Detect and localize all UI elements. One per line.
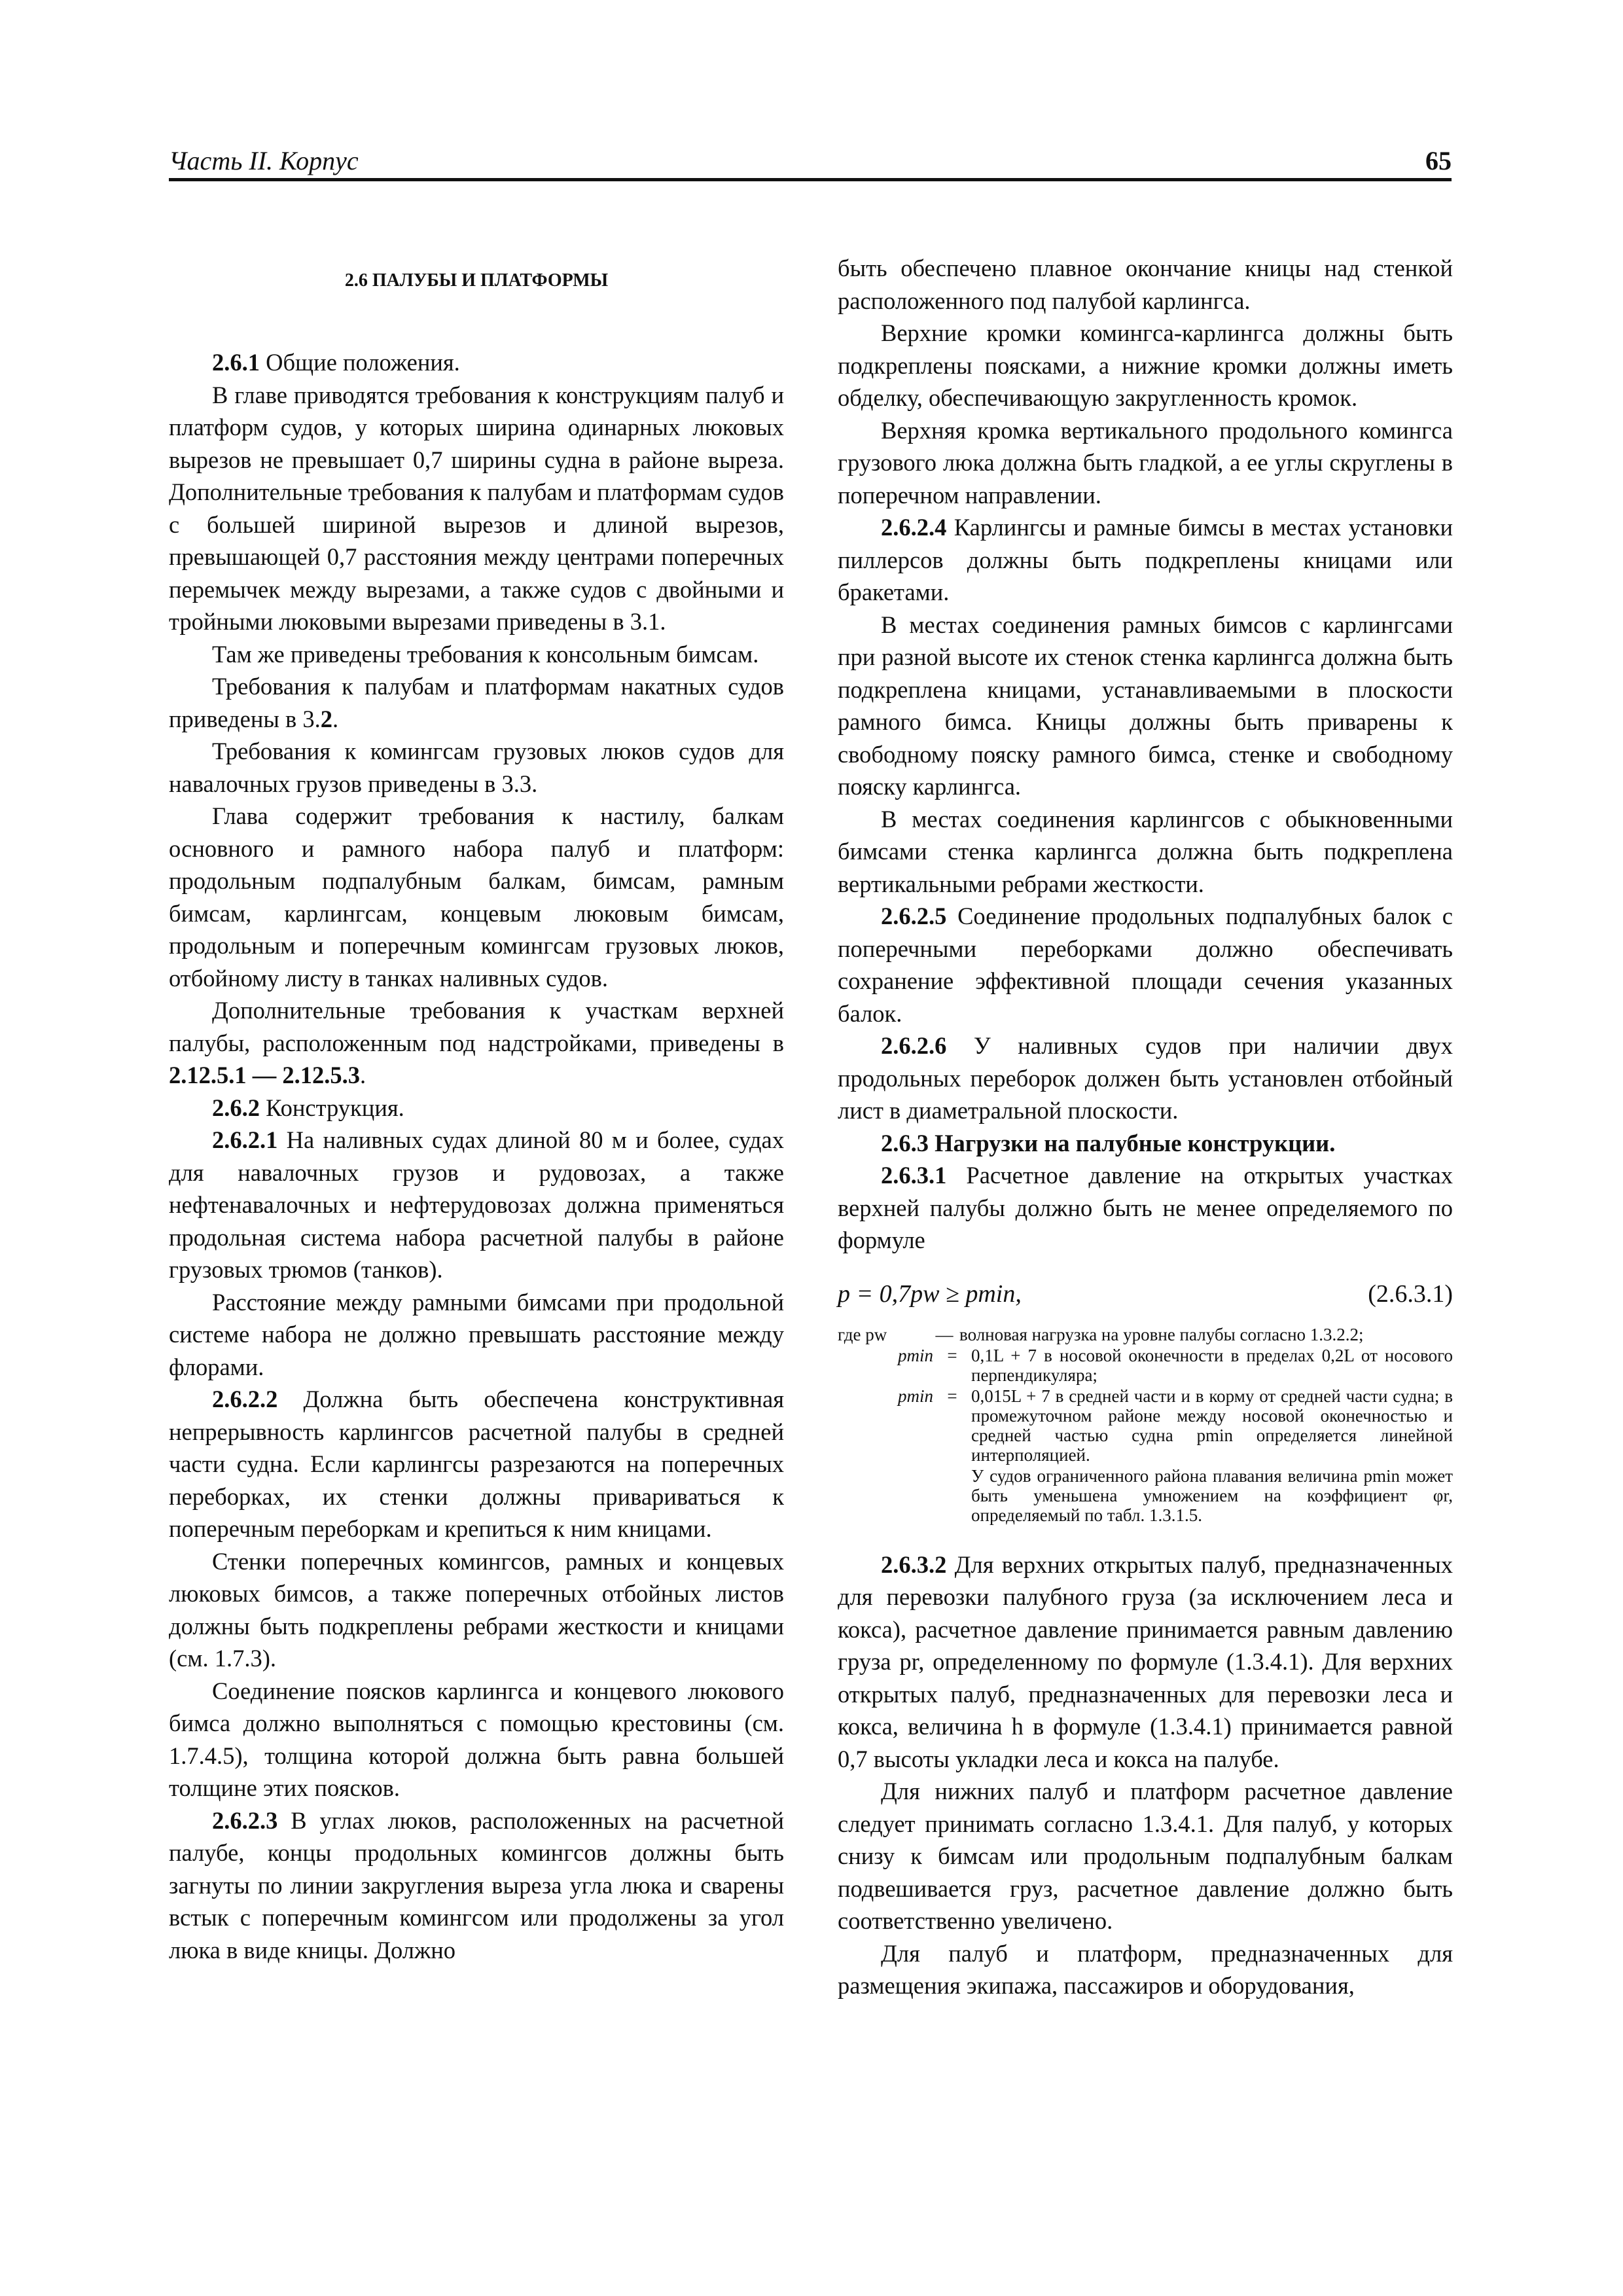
text-run: В углах люков, расположенных на расчетной палубе, концы продольных комингсов должны быть загнуты по линии закругления выреза угла люка и сварены встык с поперечным комингсом или продолжены за угол люка в виде кницы. Должно [169, 1806, 784, 1964]
formula-number: (2.6.3.1) [1368, 1280, 1453, 1308]
clause-number: 2.6.1 [212, 349, 260, 376]
ref-bold: 2 [320, 705, 332, 732]
text-run: Соединение продольных подпалубных балок с поперечными переборками должно обеспечивать сохранение эффективной площади сечения указанных балок. [838, 903, 1453, 1027]
clause-number: 2.6.2.2 [212, 1386, 278, 1412]
text-run: Карлингсы и рамные бимсы в местах установки пиллерсов должны быть подкреплены кницами или бракетами. [838, 514, 1453, 605]
paragraph [838, 1030, 1453, 1127]
text-run: У наливных судов при наличии двух продольных переборок должен быть установлен отбойный лист в диаметральной плоскости. [838, 1032, 1453, 1124]
header-title: Часть II. Корпус [169, 146, 359, 175]
text-run: Дополнительные требования к участкам верхней палубы, расположенным под надстройками, приведены в [169, 997, 784, 1056]
heading-text: Нагрузки на палубные конструкции. [929, 1129, 1336, 1157]
text-run: Должна быть обеспечена конструктивная непрерывность карлингсов расчетной палубы в средней части судна. Если карлингсы разрезаются на поперечных переборках, их стенки должны привариваться к поперечным переборкам и крепиться к ним кницами. [169, 1386, 784, 1542]
left-column [169, 252, 784, 1966]
paragraph [838, 1549, 1453, 1776]
ref-bold: 2.12.5.1 — 2.12.5.3 [169, 1062, 360, 1088]
formula-expression: p = 0,7pw ≥ pmin, [838, 1280, 1022, 1308]
text-run: Для верхних открытых палуб, предназначенных для перевозки палубного груза (за исключением леса и кокса), расчетное давление принимается равным давлению груза pr, определенному по формуле (1.3.4.1). Для верхних открытых палуб, предназначенных для перевозки леса и кокса, величина h в формуле (1.3.4.1) принимается равной 0,7 высоты укладки леса и кокса на палубе. [838, 1551, 1453, 1772]
heading-text: Конструкция. [260, 1094, 404, 1121]
definition-text: 0,1L + 7 в носовой оконечности в пределах 0,2L от носового перпендикуляра; [971, 1345, 1453, 1385]
text-run: Требования к палубам и платформам накатных судов приведены в 3. [169, 673, 784, 732]
clause-number: 2.6.3 [881, 1129, 929, 1157]
paragraph [838, 1159, 1453, 1257]
paragraph [169, 1804, 784, 1967]
definition-row [838, 1386, 1453, 1465]
definition-row [838, 1346, 1453, 1385]
text-run: Расчетное давление на открытых участках верхней палубы должно быть не менее определяемого по формуле [838, 1162, 1453, 1253]
right-column [838, 252, 1453, 2002]
clause-number: 2.6.3.1 [881, 1162, 947, 1189]
formula-2-6-3-1 [838, 1272, 1453, 1316]
heading-text: Общие положения. [260, 349, 460, 376]
paragraph [838, 511, 1453, 609]
paragraph: Требования к комингсам грузовых люков судов для навалочных грузов приведены в 3.3. [169, 738, 784, 797]
clause-number: 2.6.2.6 [881, 1032, 947, 1059]
definition-row [838, 1325, 1453, 1344]
definition-note: У судов ограниченного района плавания величина pmin может быть уменьшена умножением на коэффициент φr, определяемый по табл. 1.3.1.5. [971, 1465, 1453, 1525]
clause-number: 2.6.2 [212, 1094, 260, 1121]
definition-term: pmin [898, 1345, 933, 1365]
paragraph: В местах соединения карлингсов с обыкновенными бимсами стенка карлингса должна быть подкреплена вертикальными ребрами жесткости. [838, 805, 1453, 897]
paragraph: Стенки поперечных комингсов, рамных и концевых люковых бимсов, а также поперечных отбойных листов должны быть подкреплены ребрами жесткости и кницами (см. 1.7.3). [169, 1547, 784, 1672]
paragraph [169, 1383, 784, 1545]
paragraph: Верхняя кромка вертикального продольного комингса грузового люка должна быть гладкой, а ее углы скруглены в поперечном направлении. [838, 416, 1453, 509]
paragraph: Верхние кромки комингса-карлингса должны быть подкреплены поясками, а нижние кромки должны иметь обделку, обеспечивающую закругленность кромок. [838, 319, 1453, 411]
paragraph: Для нижних палуб и платформ расчетное давление следует принимать согласно 1.3.4.1. Для палуб, у которых снизу к бимсам или продольным подпалубным балкам подвешивается груз, расчетное давление должно быть соответственно увеличено. [838, 1778, 1453, 1934]
paragraph: Расстояние между рамными бимсами при продольной системе набора не должно превышать расстояние между флорами. [169, 1288, 784, 1380]
paragraph [169, 994, 784, 1092]
running-header [169, 144, 1452, 181]
heading-2-6-3 [838, 1127, 1453, 1160]
definition-term: где pw [838, 1324, 887, 1344]
paragraph [169, 670, 784, 735]
paragraph: В главе приводятся требования к конструкциям палуб и платформ судов, у которых ширина одинарных люковых вырезов не превышает 0,7 ширины судна в районе выреза. Дополнительные требования к палубам и платформам судов с большей шириной вырезов и длиной вырезов, превышающей 0,7 расстояния между центрами поперечных перемычек между вырезами, а также судов с двойными и тройными люковыми вырезами приведены в 3.1. [169, 381, 784, 635]
paragraph [169, 1124, 784, 1286]
text-run: На наливных судах длиной 80 м и более, судах для навалочных грузов и рудовозах, а также нефтенавалочных и нефтерудовозах должна применяться продольная система набора расчетной палубы в районе грузовых трюмов (танков). [169, 1126, 784, 1283]
definition-sign: = [947, 1345, 957, 1365]
paragraph: Для палуб и платформ, предназначенных для размещения экипажа, пассажиров и оборудования, [838, 1939, 1453, 1999]
definition-sign: — [935, 1324, 954, 1344]
paragraph [838, 900, 1453, 1030]
definition-text: волновая нагрузка на уровне палубы согласно 1.3.2.2; [959, 1324, 1364, 1344]
definition-sign: = [947, 1386, 957, 1406]
paragraph: Соединение поясков карлингса и концевого люкового бимса должно выполняться с помощью крестовины (см. 1.7.4.5), толщина которой должна быть равна большей толщине этих поясков. [169, 1677, 784, 1801]
clause-number: 2.6.2.5 [881, 903, 947, 929]
paragraph: быть обеспечено плавное окончание кницы над стенкой расположенного под палубой карлингса. [838, 255, 1453, 314]
paragraph: В местах соединения рамных бимсов с карлингсами при разной высоте их стенок стенка карлингса должна быть подкреплена кницами, устанавливаемыми в плоскости рамного бимса. Кницы должны быть приварены к свободному пояску рамного бимса, стенке и свободному пояску карлингса. [838, 611, 1453, 800]
definition-text: 0,015L + 7 в средней части и в корму от средней части судна; в промежуточном районе между носовой оконечностью и средней частью судна pmin определяется линейной интерполяцией. [971, 1386, 1453, 1465]
page-number: 65 [1425, 146, 1452, 175]
text-run: . [360, 1062, 366, 1088]
paragraph: Там же приведены требования к консольным бимсам. [212, 640, 759, 668]
heading-2-6-2 [169, 1092, 784, 1124]
clause-number: 2.6.2.3 [212, 1806, 278, 1834]
section-title: 2.6 ПАЛУБЫ И ПЛАТФОРМЫ [344, 270, 609, 291]
clause-number: 2.6.2.1 [212, 1126, 278, 1153]
clause-number: 2.6.2.4 [881, 514, 947, 541]
formula-definitions [838, 1325, 1453, 1525]
paragraph: Глава содержит требования к настилу, балкам основного и рамного набора палуб и платформ: продольным подпалубным балкам, бимсам, рамным бимсам, карлингсам, концевым люковым бимсам, продольным и поперечным комингсам грузовых люков, отбойному листу в танках наливных судов. [169, 802, 784, 992]
definition-term: pmin [898, 1386, 933, 1406]
text-run: . [332, 705, 339, 732]
clause-number: 2.6.3.2 [881, 1551, 947, 1578]
heading-2-6-1 [169, 346, 784, 379]
